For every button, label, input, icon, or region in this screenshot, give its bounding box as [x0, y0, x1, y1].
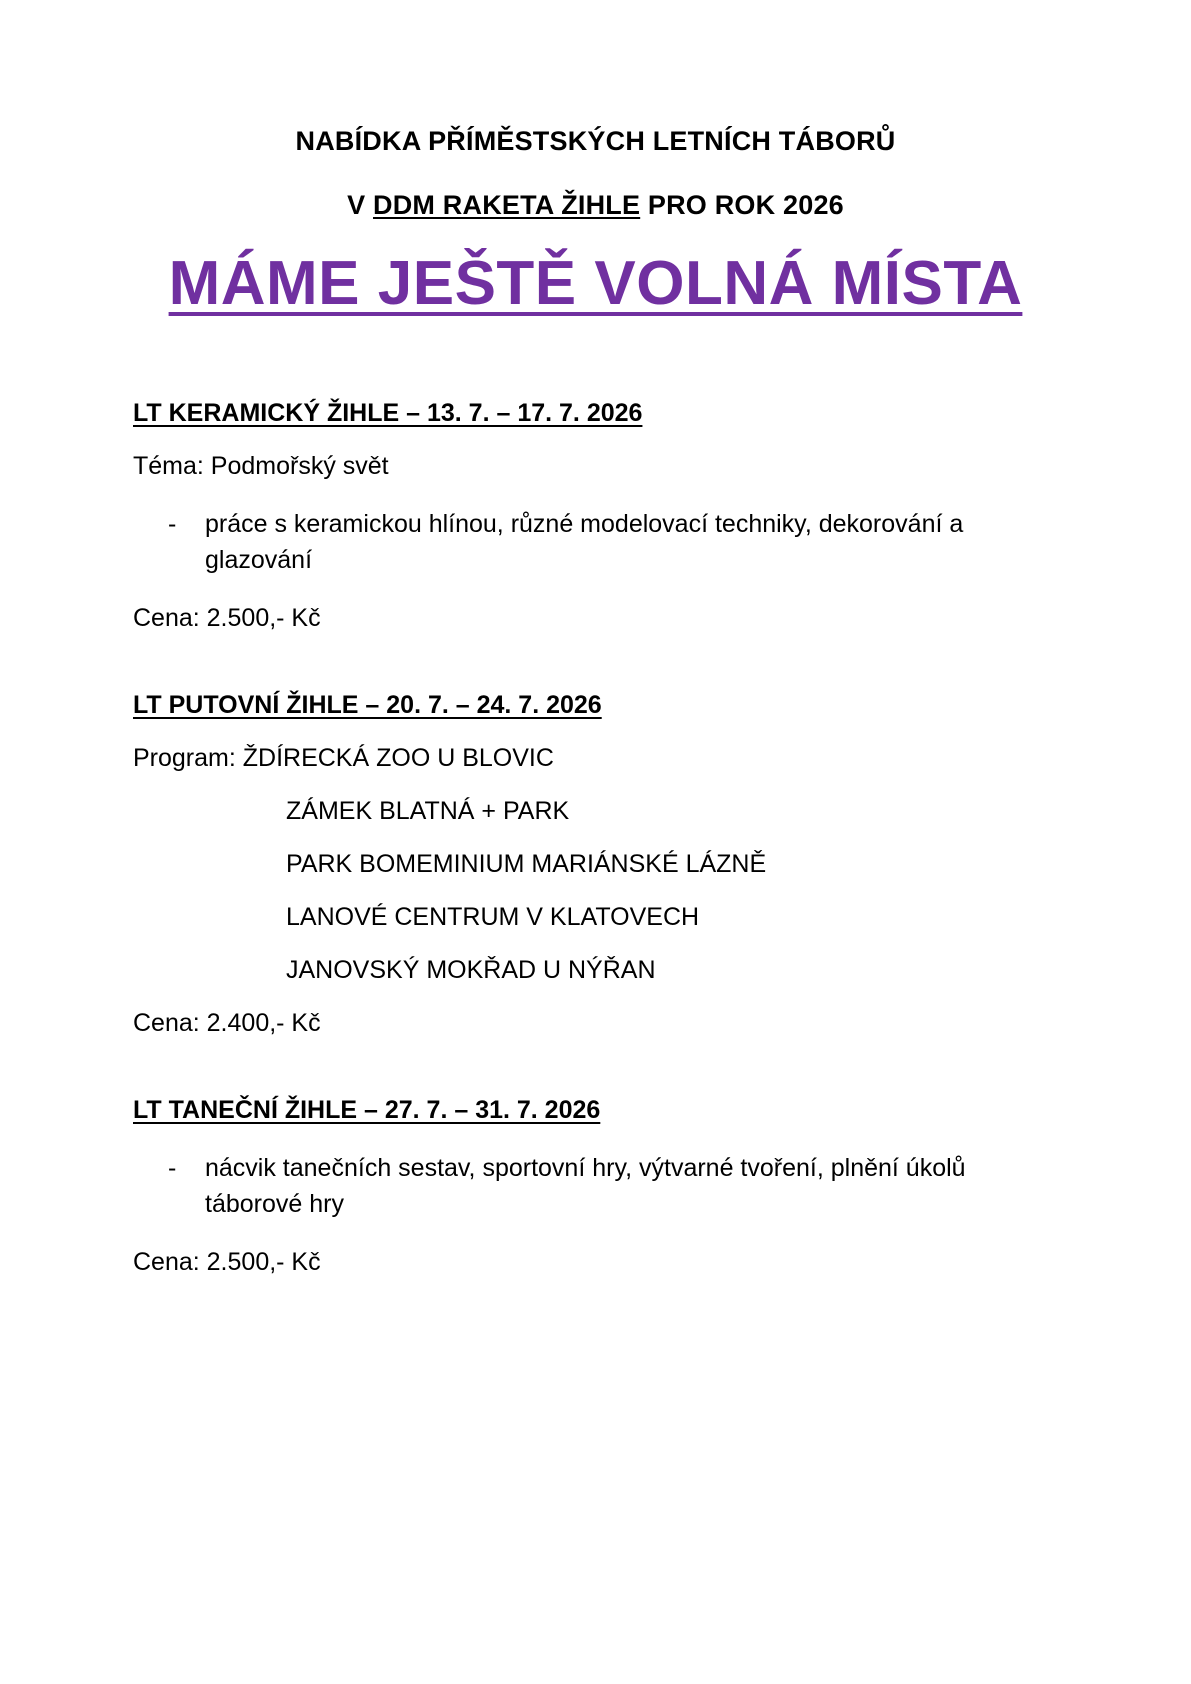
camp-activity-list	[133, 507, 1058, 578]
camp-heading: LT KERAMICKÝ ŽIHLE – 13. 7. – 17. 7. 2026	[133, 399, 643, 427]
camp-sections	[133, 401, 1058, 1275]
camp-program-first: Program: ŽDÍRECKÁ ZOO U BLOVIC	[133, 744, 554, 772]
camp-price: Cena: 2.500,- Kč	[133, 1248, 321, 1276]
camp-price: Cena: 2.400,- Kč	[133, 1009, 321, 1037]
title-block	[133, 0, 1058, 318]
camp-program-item: PARK BOMEMINIUM MARIÁNSKÉ LÁZNĚ	[286, 850, 767, 878]
list-item-text: nácvik tanečních sestav, sportovní hry, výtvarné tvoření, plnění úkolů táborové hry	[205, 1154, 966, 1218]
list-item-text: práce s keramickou hlínou, různé modelovací techniky, dekorování a glazování	[205, 510, 964, 574]
camp-section-keramicky	[133, 401, 1058, 631]
camp-program-item: ZÁMEK BLATNÁ + PARK	[286, 797, 570, 825]
title-line-2-suffix: PRO ROK 2026	[640, 190, 844, 220]
availability-heading-text: MÁME JEŠTĚ VOLNÁ MÍSTA	[168, 249, 1023, 318]
camp-heading: LT TANEČNÍ ŽIHLE – 27. 7. – 31. 7. 2026	[133, 1096, 601, 1124]
list-item	[133, 1151, 1058, 1222]
camp-price: Cena: 2.500,- Kč	[133, 604, 321, 632]
bullet-marker: -	[168, 1154, 177, 1182]
document-content	[133, 0, 1058, 1275]
title-line-2-organisation: DDM RAKETA ŽIHLE	[373, 190, 641, 220]
camp-section-tanecni	[133, 1098, 1058, 1275]
bullet-marker: -	[168, 510, 177, 538]
list-item	[133, 507, 1058, 578]
camp-section-putovni	[133, 693, 1058, 1036]
camp-heading: LT PUTOVNÍ ŽIHLE – 20. 7. – 24. 7. 2026	[133, 691, 602, 719]
document-title-line-2	[133, 192, 1058, 219]
camp-theme: Téma: Podmořský svět	[133, 452, 389, 480]
document-title-line-1: NABÍDKA PŘÍMĚSTSKÝCH LETNÍCH TÁBORŮ	[295, 126, 896, 156]
title-line-2-prefix: V	[347, 190, 374, 220]
camp-program-item: LANOVÉ CENTRUM V KLATOVECH	[286, 903, 700, 931]
camp-activity-list	[133, 1151, 1058, 1222]
availability-heading	[133, 249, 1058, 318]
camp-program-item: JANOVSKÝ MOKŘAD U NÝŘAN	[286, 956, 656, 984]
